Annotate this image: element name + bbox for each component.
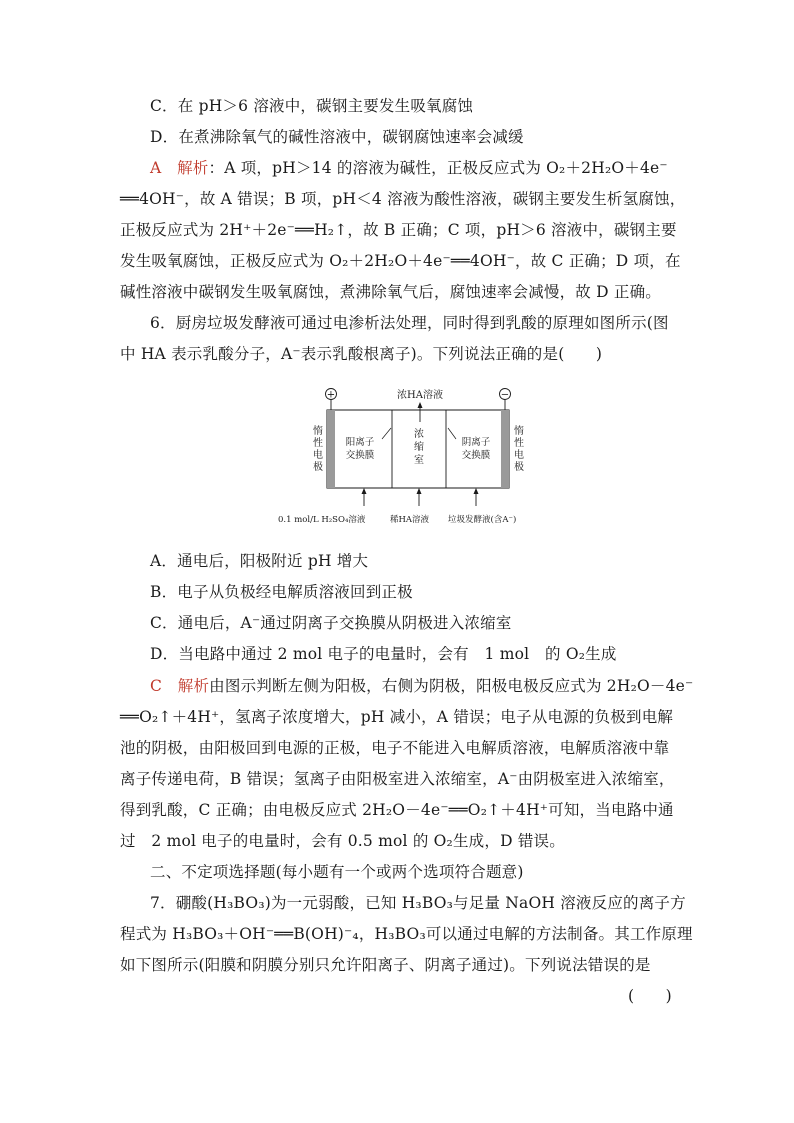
- text-segment: 碱性溶液中碳钢发生吸氧腐蚀，煮沸除氧气后，腐蚀速率会减慢，故 D 正确。: [120, 283, 661, 301]
- text-line: [120, 344, 680, 364]
- text-line: [150, 96, 680, 116]
- cation-membrane-label: 交换膜: [345, 450, 375, 461]
- text-segment: D．当电路中通过 2 mol 电子的电量时，会有 1 mol 的 O₂生成: [150, 645, 617, 663]
- right-electrode-char: 性: [514, 438, 524, 449]
- text-line: [120, 738, 680, 758]
- text-line: [120, 800, 680, 820]
- right-electrode-char: 极: [514, 462, 524, 473]
- text-line: [120, 831, 680, 851]
- text-line: [120, 189, 686, 209]
- up-arrow-icon: [474, 488, 479, 494]
- text-segment: 中 HA 表示乳酸分子，A⁻表示乳酸根离子)。下列说法正确的是( ): [120, 345, 603, 363]
- text-line: [150, 127, 680, 147]
- left-electrode: [327, 410, 335, 488]
- text-segment: 如下图所示(阳膜和阴膜分别只允许阳离子、阴离子通过)。下列说法错误的是: [120, 956, 651, 974]
- text-line: [120, 707, 680, 727]
- text-line: [150, 551, 680, 571]
- text-line: [120, 282, 680, 302]
- up-arrow-icon: [418, 402, 423, 408]
- text-segment: D．在煮沸除氧气的碱性溶液中，碳钢腐蚀速率会减缓: [150, 128, 524, 146]
- text-segment: 得到乳酸，C 正确；由电极反应式 2H₂O－4e⁻══O₂↑＋4H⁺可知，当电路中通: [120, 801, 674, 819]
- bottom-mid-label: 稀HA溶液: [390, 515, 430, 525]
- right-electrode-char: 电: [514, 450, 524, 461]
- left-electrode-char: 电: [313, 450, 323, 461]
- top-label: 浓HA溶液: [397, 390, 443, 401]
- text-segment: 6．厨房垃圾发酵液可通过电渗析法处理，同时得到乳酸的原理如图所示(图: [150, 314, 669, 332]
- text-segment: 由图示判断左侧为阳极，右侧为阴极，阳极电极反应式为 2H₂O－4e⁻: [209, 677, 694, 695]
- text-segment: 离子传递电荷，B 错误；氢离子由阳极室进入浓缩室，A⁻由阴极室进入浓缩室，: [120, 770, 675, 788]
- text-line: [150, 158, 680, 178]
- text-segment: 7．硼酸(H₃BO₃)为一元弱酸，已知 H₃BO₃与足量 NaOH 溶液反应的离子方: [150, 894, 686, 912]
- up-arrow-icon: [362, 488, 367, 494]
- cation-membrane-label: 阳离子: [345, 437, 375, 448]
- concentrate-label: 室: [414, 455, 424, 466]
- text-segment: C．通电后，A⁻通过阴离子交换膜从阴极进入浓缩室: [150, 614, 512, 632]
- answer-tag: C: [150, 677, 163, 695]
- text-line: [120, 220, 680, 240]
- left-electrode-char: 极: [313, 462, 323, 473]
- text-line: [150, 613, 680, 633]
- section-heading: [150, 862, 680, 882]
- text-segment: 过 2 mol 电子的电量时，会有 0.5 mol 的 O₂生成，D 错误。: [120, 832, 565, 850]
- text-line: [150, 676, 694, 696]
- left-electrode-char: 性: [313, 438, 323, 449]
- text-segment: 池的阴极，由阳极回到电源的正极，电子不能进入电解质溶液，电解质溶液中靠: [120, 739, 670, 757]
- anion-membrane-label: 阴离子: [461, 437, 491, 448]
- plus-sign: +: [326, 389, 336, 401]
- text-segment: 二、不定项选择题(每小题有一个或两个选项符合题意): [150, 863, 524, 881]
- text-segment: B．电子从负极经电解质溶液回到正极: [150, 583, 413, 601]
- answer-tag: A: [150, 159, 162, 177]
- text-segment: ( ): [628, 987, 672, 1005]
- right-electrode-char: 惰: [514, 426, 524, 437]
- text-segment: A．通电后，阳极附近 pH 增大: [150, 552, 369, 570]
- bottom-right-label: 垃圾发酵液(含A⁻): [448, 515, 517, 525]
- text-line: [150, 313, 680, 333]
- text-segment: 发生吸氧腐蚀，正极反应式为 O₂＋2H₂O＋4e⁻══4OH⁻，故 C 正确；D 项，在: [120, 252, 681, 270]
- minus-sign: −: [500, 389, 510, 401]
- text-segment: ══O₂↑＋4H⁺，氢离子浓度增大，pH 减小，A 错误；电子从电源的负极到电解: [120, 708, 674, 726]
- text-line: [120, 251, 680, 271]
- text-segment: ：A 项，pH＞14 的溶液为碱性，正极反应式为 O₂＋2H₂O＋4e⁻: [208, 159, 668, 177]
- text-segment: ══4OH⁻，故 A 错误；B 项，pH＜4 溶液为酸性溶液，碳钢主要发生析氢腐蚀，: [120, 190, 686, 208]
- text-line: [150, 582, 680, 602]
- analysis-label: 解析: [161, 159, 209, 177]
- up-arrow-icon: [417, 488, 422, 494]
- text-segment: 正极反应式为 2H⁺＋2e⁻══H₂↑，故 B 正确；C 项，pH＞6 溶液中，碳钢主要: [120, 221, 677, 239]
- text-line: [120, 924, 693, 944]
- text-line: [150, 893, 686, 913]
- text-line: [150, 644, 680, 664]
- text-line: [120, 769, 680, 789]
- left-electrode-char: 惰: [313, 426, 323, 437]
- bottom-left-label: 0.1 mol/L H₂SO₄溶液: [278, 515, 366, 525]
- concentrate-label: 浓: [414, 429, 424, 440]
- text-segment: 程式为 H₃BO₃＋OH⁻══B(OH)⁻₄，H₃BO₃可以通过电解的方法制备。其工作原理: [120, 925, 693, 943]
- electrodialysis-diagram: [270, 384, 550, 534]
- text-line: [120, 955, 680, 975]
- text-segment: C．在 pH＞6 溶液中，碳钢主要发生吸氧腐蚀: [150, 97, 474, 115]
- concentrate-label: 缩: [414, 442, 424, 453]
- right-electrode: [501, 410, 509, 488]
- analysis-label: 解析: [162, 677, 210, 695]
- answer-bracket: [628, 986, 688, 1006]
- anion-membrane-label: 交换膜: [461, 450, 491, 461]
